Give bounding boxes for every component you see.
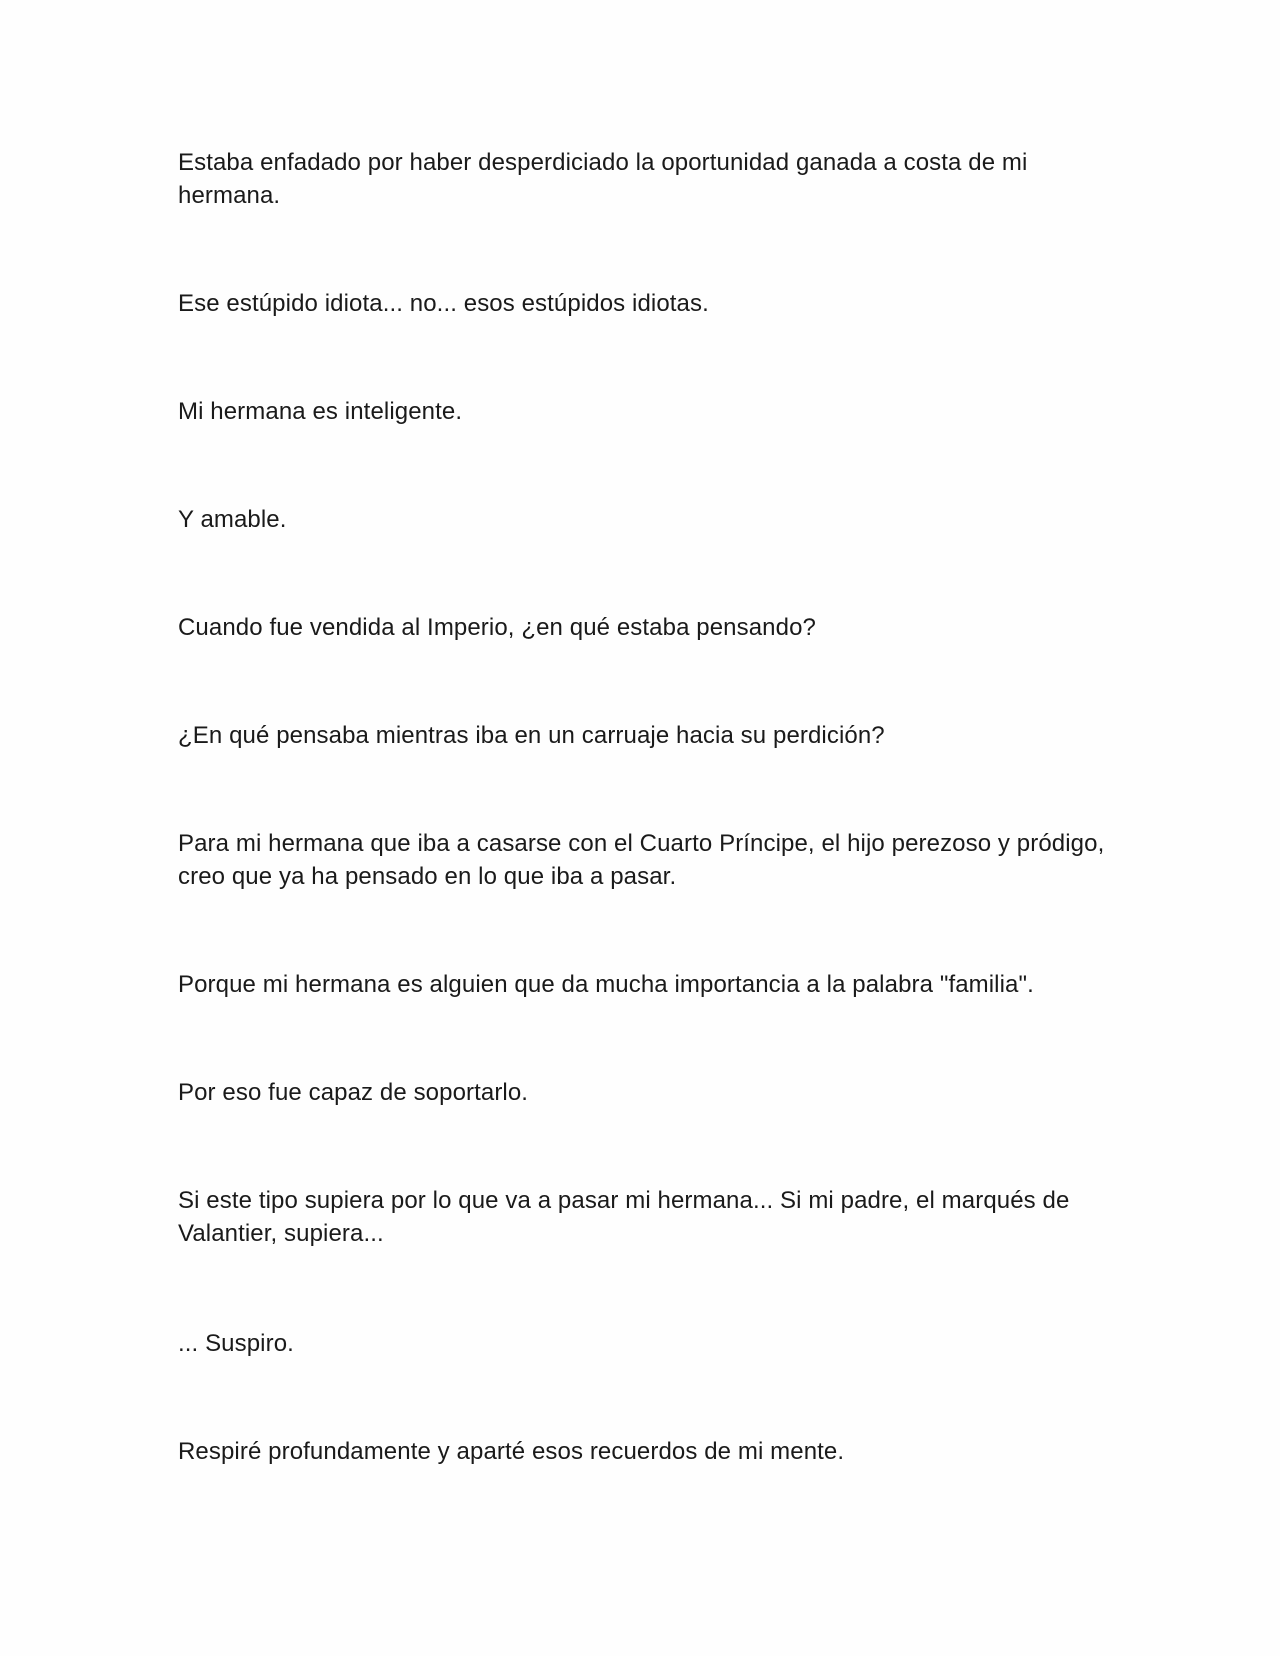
paragraph-10: Si este tipo supiera por lo que va a pasar mi hermana... Si mi padre, el marqués de Valantier, supiera...	[178, 1187, 1070, 1247]
paragraph-9: Por eso fue capaz de soportarlo.	[178, 1079, 529, 1106]
paragraph-7: Para mi hermana que iba a casarse con el Cuarto Príncipe, el hijo perezoso y pródigo, creo que ya ha pensado en lo que iba a pasar.	[178, 830, 1105, 890]
paragraph-1: Estaba enfadado por haber desperdiciado la oportunidad ganada a costa de mi hermana.	[178, 149, 1028, 209]
paragraph-2: Ese estúpido idiota... no... esos estúpidos idiotas.	[178, 290, 709, 317]
paragraph-5: Cuando fue vendida al Imperio, ¿en qué estaba pensando?	[178, 614, 816, 641]
paragraph-6: ¿En qué pensaba mientras iba en un carruaje hacia su perdición?	[178, 722, 885, 749]
paragraph-8: Porque mi hermana es alguien que da mucha importancia a la palabra "familia".	[178, 971, 1034, 998]
paragraph-12: Respiré profundamente y aparté esos recuerdos de mi mente.	[178, 1438, 845, 1465]
paragraph-4: Y amable.	[178, 506, 287, 533]
paragraph-3: Mi hermana es inteligente.	[178, 398, 463, 425]
paragraph-11: ... Suspiro.	[178, 1330, 294, 1357]
